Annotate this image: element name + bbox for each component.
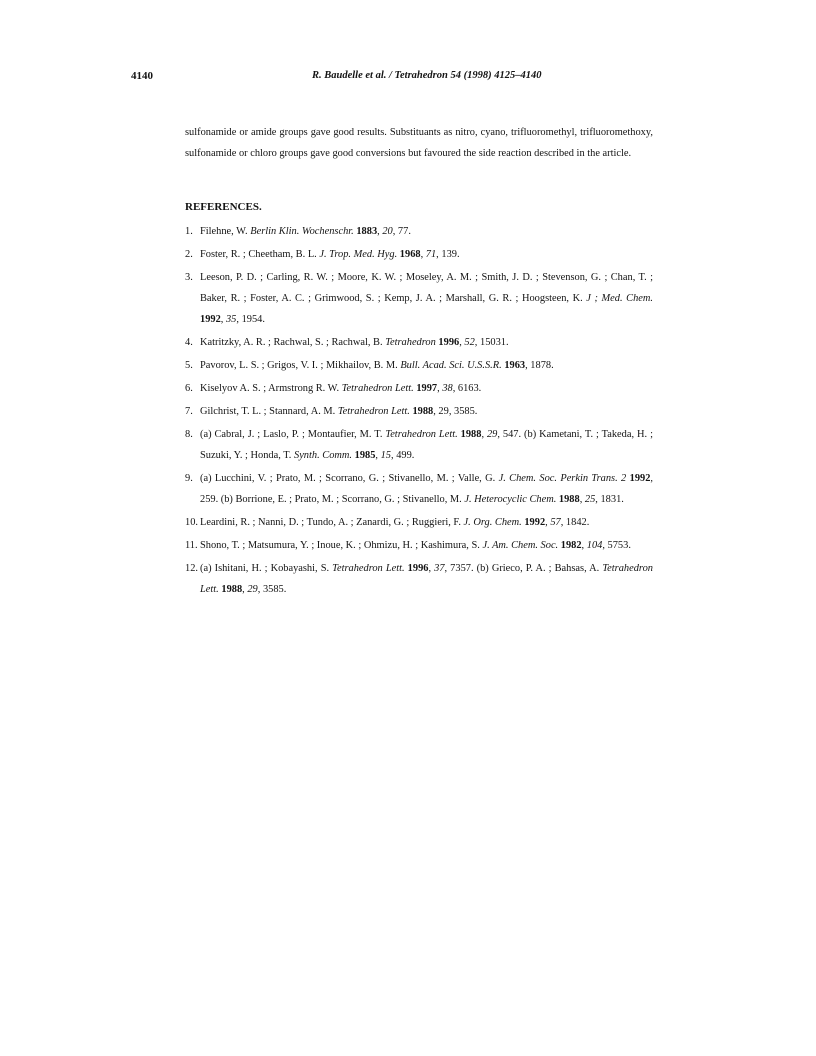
reference-segment: , 499. [391, 450, 415, 461]
reference-segment: (a) Cabral, J. ; Laslo, P. ; Montaufier, M. T. [200, 429, 386, 440]
reference-segment: 1996 [438, 337, 460, 348]
reference-text [200, 337, 509, 348]
reference-segment: Tetrahedron Lett. [200, 563, 653, 595]
reference-segment: 52 [464, 337, 475, 348]
reference-item [185, 378, 653, 399]
reference-segment: , [579, 494, 585, 505]
reference-segment: 1968 [399, 249, 421, 260]
reference-segment: 1992 [524, 517, 546, 528]
reference-text [200, 473, 653, 505]
reference-segment: , [420, 249, 426, 260]
reference-item [185, 244, 653, 265]
reference-segment: 1883 [356, 226, 378, 237]
reference-segment: 38 [442, 383, 453, 394]
reference-segment: Tetrahedron Lett. [385, 429, 458, 440]
reference-text [200, 272, 653, 325]
reference-segment: Pavorov, L. S. ; Grigos, V. I. ; Mikhailov, B. M. [200, 360, 401, 371]
reference-segment: 1992 [200, 314, 221, 325]
reference-text [200, 406, 477, 417]
reference-number: 3. [185, 272, 193, 283]
reference-number: 1. [185, 226, 193, 237]
reference-number: 10. [185, 517, 198, 528]
reference-item [185, 558, 653, 600]
reference-item [185, 468, 653, 510]
reference-segment: 1988 [412, 406, 434, 417]
reference-segment: Tetrahedron Lett. [332, 563, 405, 574]
body-paragraph: sulfonamide or amide groups gave good results. Substituants as nitro, cyano, trifluoromethyl, trifluoromethoxy, sulfonamide or chloro groups gave good conversions but favoured the side reaction described in the article. [185, 127, 653, 159]
reference-segment: 1982 [560, 540, 582, 551]
reference-segment: 1992 [629, 473, 651, 484]
reference-segment: , 7357. (b) Grieco, P. A. ; Bahsas, A. [444, 563, 603, 574]
reference-segment: Foster, R. ; Cheetham, B. L. [200, 249, 320, 260]
reference-number: 5. [185, 360, 193, 371]
reference-segment: Leardini, R. ; Nanni, D. ; Tundo, A. ; Zanardi, G. ; Ruggieri, F. [200, 517, 464, 528]
reference-segment: Tetrahedron Lett. [337, 406, 410, 417]
reference-segment: Filehne, W. [200, 226, 251, 237]
reference-segment: , 547. (b) Kametani, T. ; Takeda, H. ; Suzuki, Y. ; Honda, T. [200, 429, 653, 461]
reference-segment: , 1954. [236, 314, 265, 325]
reference-segment: 37 [434, 563, 445, 574]
reference-number: 4. [185, 337, 193, 348]
reference-segment: , [375, 450, 381, 461]
reference-list [185, 221, 653, 602]
reference-text [200, 563, 653, 595]
reference-segment: 71 [425, 249, 437, 260]
reference-item [185, 512, 653, 533]
reference-segment: Tetrahedron [385, 337, 436, 348]
reference-segment: (a) Lucchini, V. ; Prato, M. ; Scorrano, G. ; Stivanello, M. ; Valle, G. [200, 473, 499, 484]
reference-segment: Tetrahedron Lett. [341, 383, 414, 394]
reference-number: 8. [185, 429, 193, 440]
reference-segment: , 15031. [474, 337, 509, 348]
reference-number: 6. [185, 383, 193, 394]
reference-segment: Bull. Acad. Sci. U.S.S.R. [400, 360, 502, 371]
reference-segment: 1988 [460, 429, 482, 440]
reference-text [200, 429, 653, 461]
reference-segment: J. Org. Chem. [463, 517, 522, 528]
reference-segment: Kiselyov A. S. ; Armstrong R. W. [200, 383, 342, 394]
reference-item [185, 221, 653, 242]
reference-segment: 25 [584, 494, 596, 505]
reference-text [200, 383, 481, 394]
reference-number: 11. [185, 540, 198, 551]
reference-segment: 1997 [416, 383, 438, 394]
reference-item [185, 267, 653, 330]
reference-segment: 1963 [504, 360, 526, 371]
references-heading: REFERENCES. [185, 201, 262, 213]
reference-segment: , [459, 337, 465, 348]
reference-segment: Shono, T. ; Matsumura, Y. ; Inoue, K. ; Ohmizu, H. ; Kashimura, S. [200, 540, 483, 551]
reference-segment: J ; Med. Chem. [586, 293, 654, 304]
reference-segment: 29 [486, 429, 498, 440]
reference-segment: , [481, 429, 487, 440]
reference-segment: J. Am. Chem. Soc. [482, 540, 559, 551]
reference-segment: 104 [586, 540, 603, 551]
reference-segment: , [377, 226, 383, 237]
reference-segment: , 77. [392, 226, 411, 237]
reference-segment: , 6163. [452, 383, 482, 394]
reference-segment: J. Heterocyclic Chem. [464, 494, 557, 505]
reference-number: 12. [185, 563, 198, 574]
reference-segment: , 3585. [257, 584, 287, 595]
reference-item [185, 424, 653, 466]
reference-segment: 15 [380, 450, 391, 461]
reference-segment: , [437, 383, 443, 394]
page-number: 4140 [131, 70, 153, 82]
reference-segment: J. Chem. Soc. Perkin Trans. 2 [498, 473, 627, 484]
reference-segment: , 1842. [560, 517, 590, 528]
reference-item [185, 355, 653, 376]
reference-segment: Gilchrist, T. L. ; Stannard, A. M. [200, 406, 338, 417]
reference-number: 9. [185, 473, 193, 484]
reference-text [200, 360, 554, 371]
reference-segment: , 139. [436, 249, 460, 260]
reference-item [185, 535, 653, 556]
reference-segment: 57 [550, 517, 561, 528]
reference-segment: 20 [382, 226, 393, 237]
reference-segment: 1988 [558, 494, 580, 505]
reference-segment: , [545, 517, 551, 528]
reference-item [185, 332, 653, 353]
reference-segment: 35 [225, 314, 237, 325]
reference-segment: , [242, 584, 248, 595]
reference-segment: , 1878. [525, 360, 554, 371]
reference-text [200, 249, 460, 260]
reference-segment: 1985 [354, 450, 376, 461]
reference-segment: Synth. Comm. [294, 450, 353, 461]
reference-text [200, 540, 631, 551]
reference-segment: , [428, 563, 435, 574]
reference-segment: , 5753. [602, 540, 631, 551]
running-head: R. Baudelle et al. / Tetrahedron 54 (1998) 4125–4140 [312, 70, 542, 81]
reference-text [200, 226, 411, 237]
body-text [185, 122, 653, 164]
reference-segment: Katritzky, A. R. ; Rachwal, S. ; Rachwal, B. [200, 337, 386, 348]
reference-number: 7. [185, 406, 193, 417]
reference-item [185, 401, 653, 422]
reference-text [200, 517, 589, 528]
reference-segment: (a) Ishitani, H. ; Kobayashi, S. [200, 563, 333, 574]
reference-segment: Berlin Klin. Wochenschr. [250, 226, 354, 237]
reference-segment: , 29, 3585. [433, 406, 478, 417]
reference-number: 2. [185, 249, 193, 260]
reference-segment: , 259. (b) Borrione, E. ; Prato, M. ; Scorrano, G. ; Stivanello, M. [200, 473, 654, 505]
reference-segment: , 1831. [595, 494, 624, 505]
reference-segment: J. Trop. Med. Hyg. [319, 249, 398, 260]
reference-segment: 1996 [407, 563, 429, 574]
reference-segment: , [581, 540, 587, 551]
reference-segment: , [220, 314, 226, 325]
reference-segment: 1988 [221, 584, 243, 595]
reference-segment: 29 [247, 584, 258, 595]
reference-segment: Leeson, P. D. ; Carling, R. W. ; Moore, K. W. ; Moseley, A. M. ; Smith, J. D. ; Stevenson, G. ; Chan, T. ; Baker, R. ; Foster, A. C. ; Grimwood, S. ; Kemp, J. A. ; Marshall, G. R. ; Hoogsteen, K. [200, 272, 653, 304]
